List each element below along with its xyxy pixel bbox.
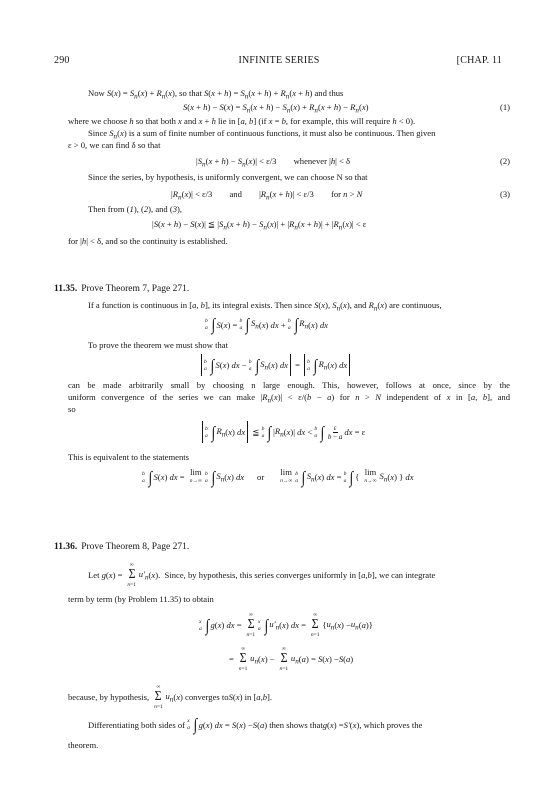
equation-2: $|S_n(x + h) - S_n(x)| < \varepsilon/3$ whenever |h| < δ bbox=[196, 156, 351, 169]
equation-number: (2) bbox=[499, 156, 510, 166]
proof-line: uniform convergence of the series we can make $|R_n(x)| < \varepsilon/(b - a)$ for n > N independent of x in [a, b], and bbox=[68, 392, 511, 405]
display-term-by-term: x a ∫ g ( x ) dx = ∞ Σ n=1 x a ∫ $u'_n$ ( x ) dx = ∞ Σ n=1 { $u_n$ ( x ) − $u_n$ ( a )} bbox=[199, 612, 373, 638]
display-integral-sum: b a ∫ S ( x ) = b a ∫ $S_n$ ( x ) dx + b a ∫ $R_n$ ( x ) dx bbox=[205, 315, 328, 334]
proof-line: To prove the theorem we must show that bbox=[88, 340, 228, 350]
equation-number: (3) bbox=[499, 189, 510, 199]
proof-line: Then from (1), (2), and (3), bbox=[88, 204, 183, 214]
proof-line: can be made arbitrarily small by choosing n large enough. This, however, follows at once, since by the bbox=[68, 380, 510, 390]
problem-11-35-heading bbox=[54, 284, 189, 294]
proof-line: If a function is continuous in [a, b], its integral exists. Then since S(x), $S_n(x)$, and $R_n(x)$ are continuous, bbox=[88, 300, 442, 313]
problem-number: 11.35. bbox=[54, 284, 78, 294]
display-result: = ∞ Σ n=1 $u_n$ ( x ) − ∞ Σ n=1 $u_n$ ( a ) = S ( x ) − S ( a ) bbox=[229, 646, 354, 672]
problem-title: Prove Theorem 7, Page 271. bbox=[81, 284, 190, 294]
proof-line: Let g ( x ) = ∞ Σ n=1 $u'_n$ ( x ). Since, by hypothesis, this series converges uniformly in [ a , b ], we can integrate bbox=[88, 562, 436, 588]
problem-11-36-heading bbox=[54, 542, 189, 552]
proof-line: Differentiating both sides of x a ∫ g ( x ) dx = S ( x ) − S ( a ) then shows that g ( x ) = S′ ( x ), which proves the bbox=[88, 715, 423, 734]
proof-line: ε > 0, we can find δ so that bbox=[68, 140, 161, 150]
proof-line: term by term (by Problem 11.35) to obtain bbox=[68, 594, 214, 604]
chapter-label: [CHAP. 11 bbox=[456, 55, 502, 66]
proof-line: This is equivalent to the statements bbox=[68, 452, 190, 462]
display-limit-statements: b a ∫ S ( x ) dx = lim n→∞ b a ∫ $S_n$ ( x ) dx or lim n→∞ b a ∫ $S_n$ ( x ) dx = b a ∫ { lim n→∞ $S_n$ ( x ) } dx bbox=[142, 467, 414, 487]
equation-4: |S(x + h) − S(x)| ≦ $|S_n(x + h) - S_n(x)| + |R_n(x + h)| + |R_n(x)| < \varepsilon$ bbox=[152, 219, 367, 232]
running-title: INFINITE SERIES bbox=[238, 55, 320, 66]
problem-number: 11.36. bbox=[54, 542, 78, 552]
equation-3: $|R_n(x)| < \varepsilon/3$ and $|R_n(x + h)| < \varepsilon/3$ for n > N bbox=[171, 189, 363, 202]
proof-line: so bbox=[68, 404, 76, 414]
proof-line: theorem. bbox=[68, 740, 99, 750]
proof-line: because, by hypothesis, ∞ Σ n=1 $u_n$ ( x ) converges to S ( x ) in [ a , b ]. bbox=[68, 684, 273, 710]
proof-line: Since $S_n(x)$ is a sum of finite number of continuous functions, it must also be continuous. Then given bbox=[88, 128, 436, 141]
proof-line: where we choose h so that both x and x + h lie in [a, b] (if x = b, for example, this will require h < 0). bbox=[68, 116, 416, 126]
equation-number: (1) bbox=[499, 102, 510, 112]
proof-line: for |h| < δ, and so the continuity is established. bbox=[68, 236, 228, 246]
display-estimate: b a ∫ $R_n$ ( x ) dx ≦ b a ∫ | $R_n$ ( x )| dx < b a ∫ $\frac{\varepsilon}{b - a}$ dx = ε bbox=[200, 421, 365, 443]
proof-line: Since the series, by hypothesis, is uniformly convergent, we can choose N so that bbox=[88, 172, 368, 182]
display-abs-difference: b a ∫ S ( x ) dx − b a ∫ $S_n$ ( x ) dx = b a ∫ $R_n$ ( x ) dx bbox=[199, 354, 352, 376]
page-number: 290 bbox=[54, 55, 70, 66]
problem-title: Prove Theorem 8, Page 271. bbox=[81, 542, 190, 552]
equation-1: $S(x + h) - S(x) = S_n(x + h) - S_n(x) + R_n(x + h) - R_n(x)$ bbox=[183, 102, 369, 115]
proof-line: Now $S(x) = S_n(x) + R_n(x)$, so that $S(x + h) = S_n(x + h) + R_n(x + h)$ and thus bbox=[88, 88, 344, 101]
